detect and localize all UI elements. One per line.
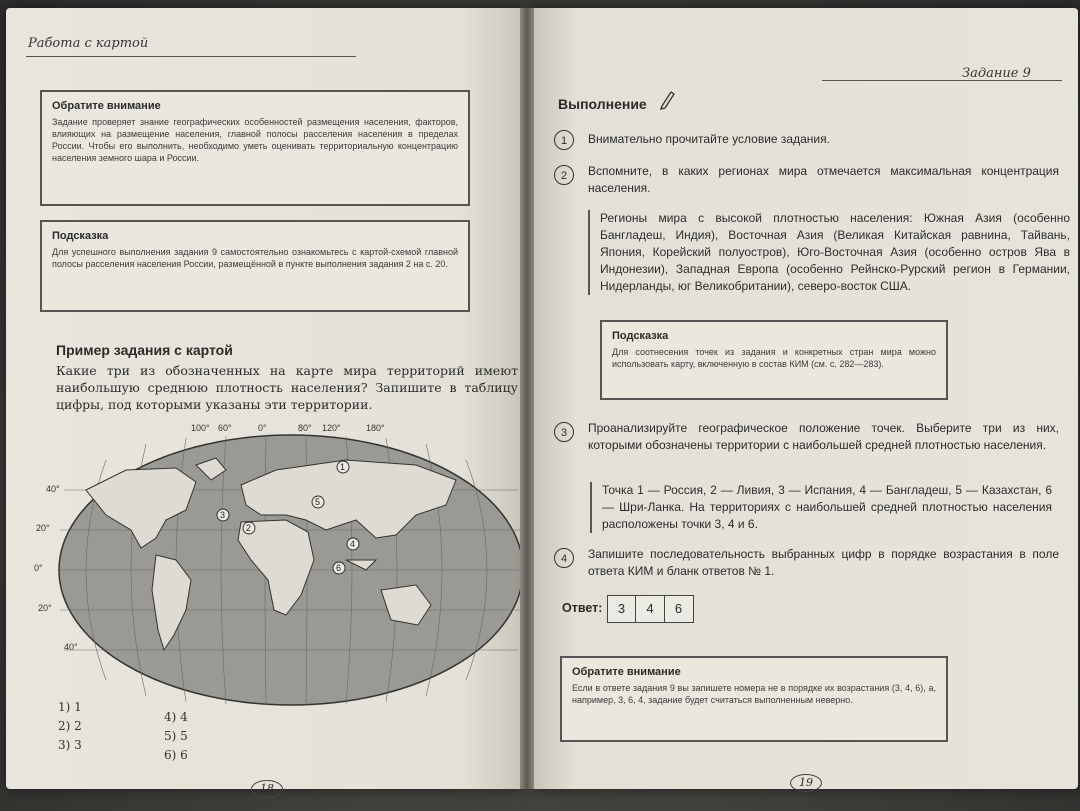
step-3 bbox=[554, 420, 1059, 474]
answer-label: Ответ: bbox=[562, 601, 603, 615]
attention-text: Задание проверяет знание географических особенностей размещения населения, факторов, влияющих на размещение населения, главной полосы расселения населения в пределах России. Чтобы его выполнить, необходимо уметь оценивать территориальную концентрацию населения земного шара и России. bbox=[52, 117, 458, 163]
answer-cells bbox=[608, 595, 694, 623]
answer-option: 5) 5 bbox=[164, 729, 188, 743]
answer-option: 4) 4 bbox=[164, 710, 188, 724]
book-spine bbox=[520, 8, 534, 789]
map-label-lon: 120° bbox=[322, 423, 341, 433]
step-number: 2 bbox=[554, 165, 574, 185]
attention-title: Обратите внимание bbox=[572, 666, 681, 678]
answer-cell: 3 bbox=[607, 595, 637, 623]
world-map bbox=[34, 420, 526, 705]
example-question: Какие три из обозначенных на карте мира территорий имеют наибольшую среднюю плотность населения? Запишите в таблицу цифры, под которыми указаны эти территории. bbox=[56, 363, 518, 412]
map-point-label: 1 bbox=[340, 462, 346, 472]
map-point-label: 6 bbox=[336, 563, 342, 573]
hint-text: Для успешного выполнения задания 9 самостоятельно ознакомьтесь с картой-схемой главной полосы расселения населения России, размещённой в пункте выполнения задания 2 на с. 20. bbox=[52, 247, 458, 269]
regions-info: Регионы мира с высокой плотностью населения: Южная Азия (особенно Бангладеш, Индия), Восточная Азия (Великая Китайская равнина, Тайвань, Япония, Корейский полуостров), Юго-Восточная Азия (особенно остров Ява в Индонезии), Западная Европа (особенно Рейнско-Рурский регион в Германии, Нидерланды, юг Великобритании), северо-восток США. bbox=[588, 210, 1070, 295]
step-4 bbox=[554, 546, 1059, 586]
step-text: Внимательно прочитайте условие задания. bbox=[588, 132, 830, 146]
answer-option: 2) 2 bbox=[58, 719, 82, 733]
map-label-lon: 0° bbox=[258, 423, 267, 433]
right-page-header: Задание 9 bbox=[962, 66, 1031, 81]
attention-box bbox=[560, 656, 948, 742]
map-label-lat: 0° bbox=[34, 563, 43, 573]
step-number: 4 bbox=[554, 548, 574, 568]
example-title: Пример задания с картой bbox=[56, 342, 233, 358]
hint-box bbox=[40, 220, 470, 312]
map-point-label: 3 bbox=[220, 510, 226, 520]
answer-cell: 4 bbox=[635, 595, 665, 623]
map-label-lon: 60° bbox=[218, 423, 232, 433]
answer-cell: 6 bbox=[664, 595, 694, 623]
page-number: 19 bbox=[790, 774, 822, 792]
hint-text: Для соотнесения точек из задания и конкретных стран мира можно использовать карту, включенную в состав КИМ (см. с. 282—283). bbox=[612, 347, 936, 369]
attention-text: Если в ответе задания 9 вы запишете номера не в порядке их возрастания (3, 4, 6), а, например, 3, 6, 4, задание будет считаться выполненным неверно. bbox=[572, 683, 936, 705]
map-label-lat: 40° bbox=[64, 642, 78, 652]
map-point-label: 5 bbox=[315, 497, 321, 507]
section-title: Выполнение bbox=[558, 96, 647, 112]
step-text: Проанализируйте географическое положение точек. Выберите три из них, которыми обозначены территории с наибольшей средней плотностью населения. bbox=[588, 421, 1059, 452]
attention-box bbox=[40, 90, 470, 206]
hint-title: Подсказка bbox=[52, 230, 109, 242]
page-number: 18 bbox=[251, 780, 283, 798]
right-page bbox=[532, 8, 1078, 789]
step-text: Запишите последовательность выбранных цифр в порядке возрастания в поле ответа КИМ и бланк ответов № 1. bbox=[588, 547, 1059, 578]
left-page bbox=[6, 8, 522, 795]
map-point-label: 2 bbox=[246, 523, 252, 533]
answer-option: 3) 3 bbox=[58, 738, 82, 752]
points-info: Точка 1 — Россия, 2 — Ливия, 3 — Испания, 4 — Бангладеш, 5 — Казахстан, 6 — Шри-Ланка. На территориях с наибольшей средней плотностью населения расположены точки 3, 4 и 6. bbox=[590, 482, 1052, 533]
hint-title: Подсказка bbox=[612, 330, 669, 342]
step-number: 1 bbox=[554, 130, 574, 150]
map-label-lat: 40° bbox=[46, 484, 60, 494]
step-number: 3 bbox=[554, 422, 574, 442]
map-label-lat: 20° bbox=[38, 603, 52, 613]
pencil-icon bbox=[658, 88, 676, 110]
step-text: Вспомните, в каких регионах мира отмечается максимальная концентрация населения. bbox=[588, 164, 1059, 195]
map-label-lon: 80° bbox=[298, 423, 312, 433]
map-label-lon: 100° bbox=[191, 423, 210, 433]
step-2 bbox=[554, 163, 1059, 203]
map-label-lon: 180° bbox=[366, 423, 385, 433]
answer-options-col2 bbox=[164, 708, 188, 765]
left-page-header: Работа с картой bbox=[28, 36, 149, 51]
header-rule bbox=[26, 56, 356, 57]
attention-title: Обратите внимание bbox=[52, 100, 161, 112]
hint-box bbox=[600, 320, 948, 400]
answer-option: 6) 6 bbox=[164, 748, 188, 762]
map-label-lat: 20° bbox=[36, 523, 50, 533]
answer-options-col1 bbox=[58, 698, 82, 755]
map-point-label: 4 bbox=[350, 539, 356, 549]
step-1 bbox=[554, 128, 1059, 152]
answer-option: 1) 1 bbox=[58, 700, 82, 714]
